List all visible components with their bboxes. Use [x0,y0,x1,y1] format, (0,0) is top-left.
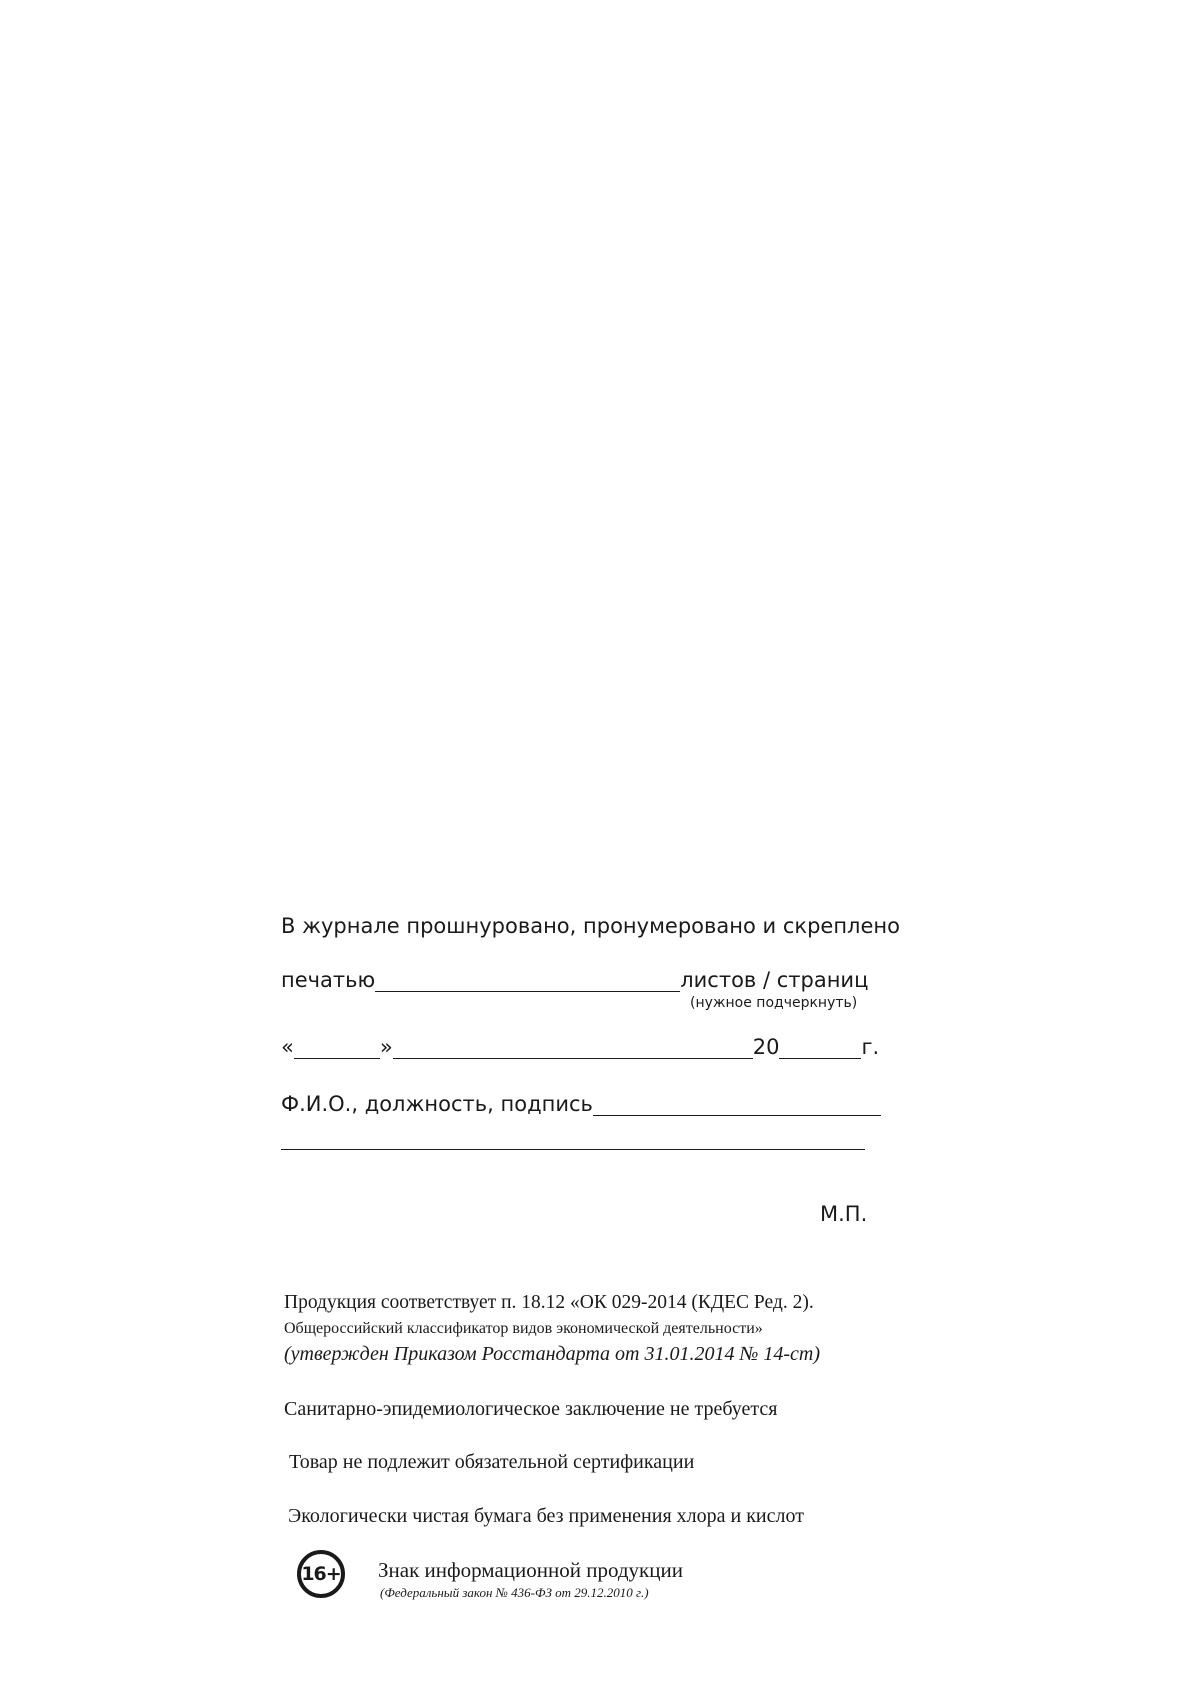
close-quote: » [379,1035,393,1059]
month-blank[interactable] [393,1036,753,1059]
sanitary-statement: Санитарно-эпидемиологическое заключение не требуется [284,1398,778,1420]
year-prefix: 20 [752,1035,780,1059]
certification-statement: Товар не подлежит обязательной сертификации [289,1451,695,1473]
binding-statement: В журнале прошнуровано, пронумеровано и скреплено [281,914,900,938]
signature-continuation-line[interactable] [281,1149,865,1150]
sheets-pages-label: листов / страниц [680,968,869,992]
product-compliance-line: Продукция соответствует п. 18.12 «ОК 029-2014 (КДЕС Ред. 2). [284,1292,814,1313]
day-blank[interactable] [294,1036,380,1059]
federal-law-reference: (Федеральный закон № 436-ФЗ от 29.12.2010 г.) [380,1585,649,1600]
year-blank[interactable] [779,1036,861,1059]
stamp-place-label: М.П. [820,1202,868,1226]
signature-blank[interactable] [593,1093,881,1116]
classifier-line: Общероссийский классификатор видов экономической деятельности» [284,1320,763,1337]
ecology-statement: Экологически чистая бумага без применения хлора и кислот [288,1505,804,1527]
approval-line: (утвержден Приказом Росстандарта от 31.01.2014 № 14-ст) [284,1343,820,1365]
age-rating-icon: 16+ [297,1550,345,1598]
date-row [281,1035,879,1059]
sheets-count-blank[interactable] [375,969,680,992]
stamp-label: печатью [281,968,376,992]
signature-label: Ф.И.О., должность, подпись [281,1092,593,1116]
underline-note: (нужное подчеркнуть) [690,995,858,1011]
open-quote: « [281,1035,294,1059]
signature-row [281,1092,881,1116]
info-product-sign-title: Знак информационной продукции [378,1558,683,1582]
year-suffix: г. [861,1035,880,1059]
sheets-count-row [281,968,868,992]
